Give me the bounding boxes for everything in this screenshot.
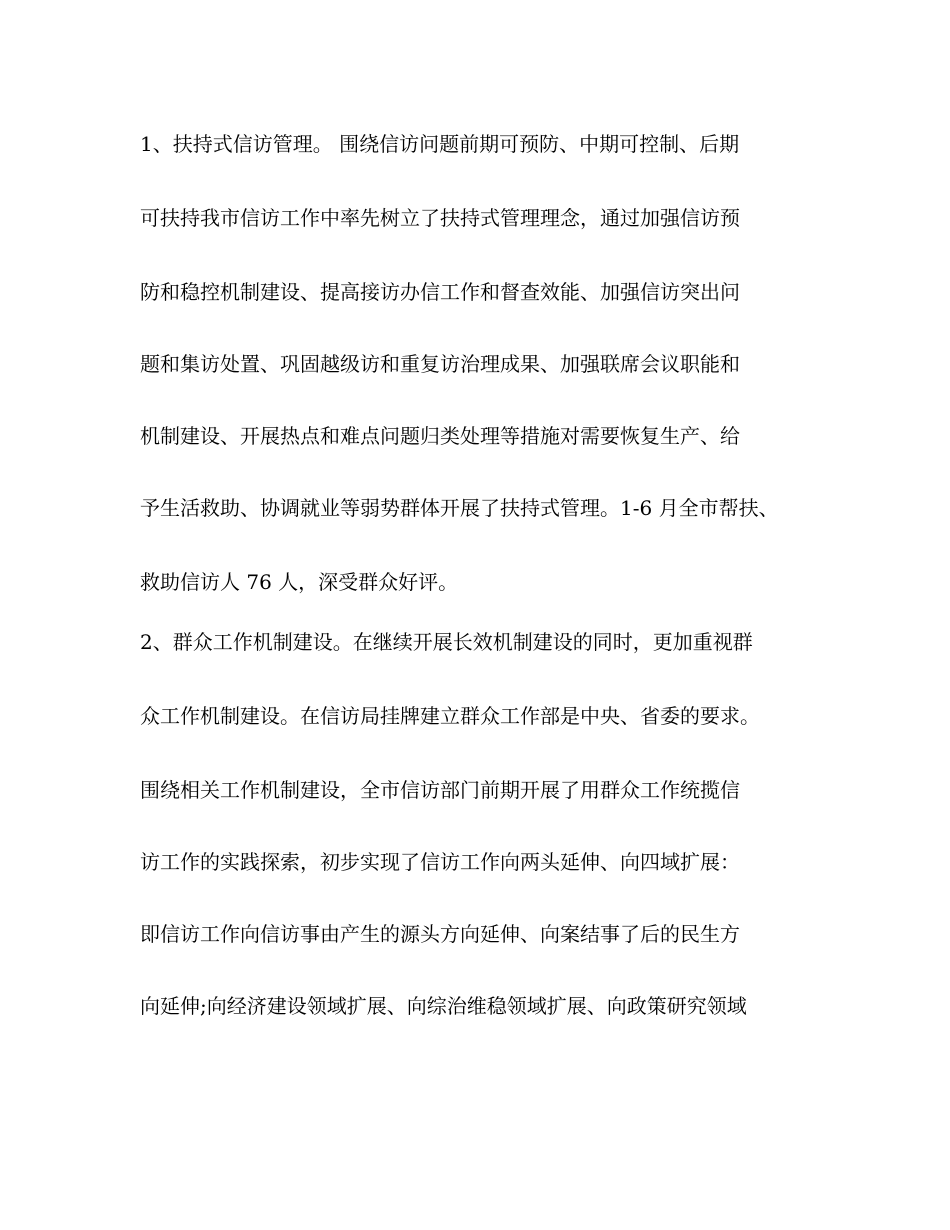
paragraph-line: 1、扶持式信访管理。 围绕信访问题前期可预防、中期可控制、后期 xyxy=(140,132,740,156)
paragraph-line: 机制建设、开展热点和难点问题归类处理等措施对需要恢复生产、给 xyxy=(140,424,740,448)
paragraph-line: 2、群众工作机制建设。在继续开展长效机制建设的同时，更加重视群 xyxy=(140,630,753,654)
paragraph-line: 访工作的实践探索，初步实现了信访工作向两头延伸、向四域扩展： xyxy=(140,850,740,874)
paragraph-line: 众工作机制建设。在信访局挂牌建立群众工作部是中央、省委的要求。 xyxy=(140,704,760,728)
paragraph-line: 救助信访人 76 人，深受群众好评。 xyxy=(140,570,459,594)
paragraph-line: 予生活救助、协调就业等弱势群体开展了扶持式管理。1-6 月全市帮扶、 xyxy=(140,496,779,520)
paragraph-line: 题和集访处置、巩固越级访和重复访治理成果、加强联席会议职能和 xyxy=(140,352,740,376)
paragraph-line: 围绕相关工作机制建设，全市信访部门前期开展了用群众工作统揽信 xyxy=(140,778,740,802)
paragraph-line: 向延伸;向经济建设领域扩展、向综治维稳领域扩展、向政策研究领域 xyxy=(140,994,747,1018)
paragraph-line: 可扶持我市信访工作中率先树立了扶持式管理理念，通过加强信访预 xyxy=(140,206,740,230)
paragraph-line: 防和稳控机制建设、提高接访办信工作和督查效能、加强信访突出问 xyxy=(140,280,740,304)
paragraph-line: 即信访工作向信访事由产生的源头方向延伸、向案结事了后的民生方 xyxy=(140,922,740,946)
